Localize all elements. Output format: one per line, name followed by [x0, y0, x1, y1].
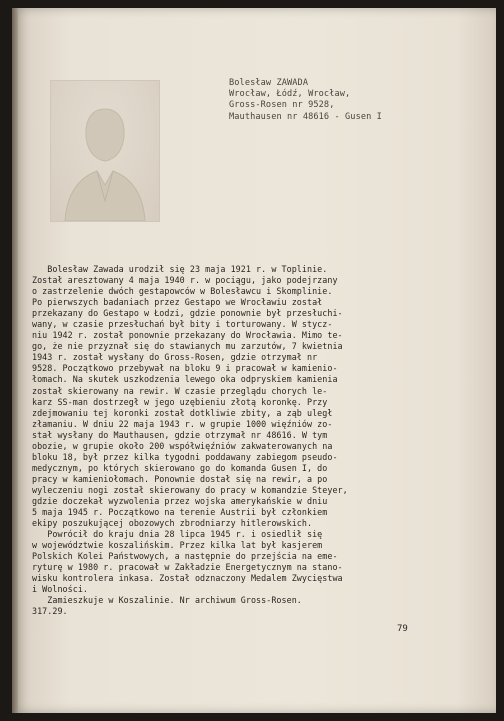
book-spine-shadow [12, 8, 18, 713]
body-line: gdzie doczekał wyzwolenia przez wojska amerykańskie w dniu [32, 495, 328, 506]
body-line: Powrócił do kraju dnia 28 lipca 1945 r. i osiedlił się [32, 529, 323, 540]
header-camp-number-2: Mauthausen nr 48616 - Gusen I [229, 111, 382, 122]
body-line: bloku 18, był przez kilka tygodni poddawany zabiegom pseudo- [32, 451, 338, 462]
body-line: złamaniu. W dniu 22 maja 1943 r. w grupie 1000 więźniów zo- [32, 418, 333, 429]
body-line: Bolesław Zawada urodził się 23 maja 1921 r. w Toplinie. [32, 264, 328, 274]
body-line: łomach. Na skutek uszkodzenia lewego oka odpryskiem kamienia [32, 374, 338, 385]
body-line: stał wysłany do Mauthausen, gdzie otrzymał nr 48616. W tym [32, 429, 328, 440]
header-name: Bolesław ZAWADA [229, 78, 309, 88]
body-line: medycznym, po których skierowano go do komanda Gusen I, do [32, 462, 328, 473]
body-line: Został aresztowany 4 maja 1940 r. w pociągu, jako podejrzany [32, 275, 338, 286]
body-line: go, że nie przyznał się do stawianych mu zarzutów, 7 kwietnia [32, 341, 343, 352]
body-line: wyleczeniu nogi został skierowany do pracy w komandzie Steyer, [32, 484, 348, 495]
body-line: 9528. Początkowo przebywał na bloku 9 i pracował w kamienio- [32, 363, 338, 374]
body-line: wisku kontrolera inkasa. Został odznaczony Medalem Zwycięstwa [32, 573, 343, 584]
body-line: został skierowany na rewir. W czasie przeglądu chorych le- [32, 385, 328, 396]
body-line: 5 maja 1945 r. Początkowo na terenie Austrii był członkiem [32, 507, 328, 518]
body-line: Polskich Kolei Państwowych, a następnie do przejścia na eme- [32, 551, 338, 562]
body-line: pracy w kamieniołomach. Ponownie dostał się na rewir, a po [32, 473, 328, 484]
biography-text [32, 264, 412, 618]
body-line: Po pierwszych badaniach przez Gestapo we Wrocławiu został [32, 297, 323, 308]
body-line: o zastrzelenie dwóch gestapowców w Bolesławcu i Skomplinie. [32, 286, 333, 297]
body-line: 1943 r. został wysłany do Gross-Rosen, gdzie otrzymał nr [32, 352, 318, 363]
body-line: 317.29. [32, 606, 68, 617]
page-number: 79 [397, 624, 408, 634]
body-line: przekazany do Gestapo w Łodzi, gdzie ponownie był przesłuchi- [32, 308, 343, 319]
prisoner-header [229, 78, 449, 123]
portrait-silhouette [51, 81, 159, 221]
body-line: i Wolności. [32, 584, 89, 595]
body-line: ryturę w 1980 r. pracował w Zakładzie Energetycznym na stano- [32, 562, 343, 573]
header-camp-number-1: Gross-Rosen nr 9528, [229, 100, 335, 111]
body-line: niu 1942 r. został ponownie przekazany do Wrocławia. Mimo te- [32, 330, 343, 341]
body-line: obozie, w grupie około 200 współwięźniów zakwaterowanych na [32, 440, 333, 451]
body-line: ekipy poszukującej obozowych zbrodniarzy hitlerowskich. [32, 518, 313, 529]
body-line: zdejmowaniu tej koronki został dotkliwie zbity, a ząb uległ [32, 407, 333, 418]
header-places: Wrocław, Łódź, Wrocław, [229, 89, 351, 100]
body-line: w województwie koszalińskim. Przez kilka lat był kasjerem [32, 540, 323, 551]
body-line: karz SS-man dostrzegł w jego uzębieniu złotą koronkę. Przy [32, 396, 328, 407]
body-line: Zamieszkuje w Koszalinie. Nr archiwum Gross-Rosen. [32, 595, 302, 606]
body-line: wany, w czasie przesłuchań był bity i torturowany. W stycz- [32, 319, 333, 330]
paper-page [12, 8, 496, 713]
portrait-photo [50, 80, 160, 222]
